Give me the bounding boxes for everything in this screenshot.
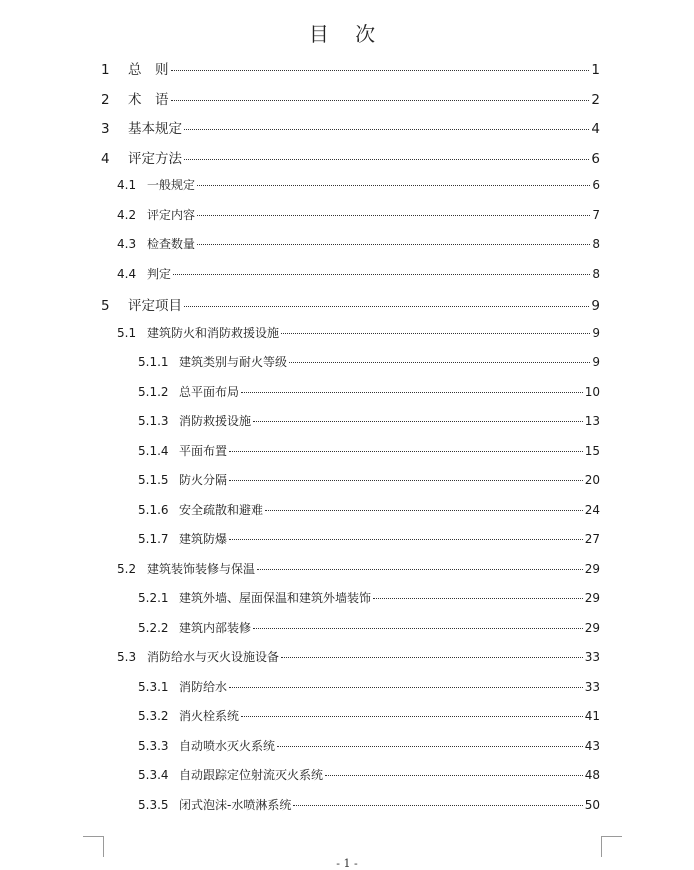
toc-entry[interactable]: [138, 678, 600, 695]
toc-dot-leader: [241, 392, 583, 393]
toc-entry-label: 消防救援设施: [179, 414, 252, 428]
toc-entry-page: 33: [584, 680, 600, 694]
toc-entry-page: 8: [592, 267, 600, 281]
toc-entry[interactable]: [138, 530, 600, 547]
toc-dot-leader: [281, 333, 590, 334]
toc-entry[interactable]: [101, 147, 600, 167]
toc-dot-leader: [229, 539, 583, 540]
toc-dot-leader: [289, 362, 590, 363]
toc-entry[interactable]: [117, 235, 600, 252]
toc-entry-label: 总 则: [128, 62, 169, 78]
toc-entry-page: 10: [584, 385, 600, 399]
toc-entry-page: 41: [584, 709, 600, 723]
toc-entry-number: 5.1.7: [138, 532, 169, 546]
toc-dot-leader: [253, 421, 583, 422]
toc-entry-label: 建筑装饰装修与保温: [147, 562, 256, 576]
toc-dot-leader: [229, 480, 583, 481]
toc-entry-page: 2: [591, 92, 600, 108]
toc-entry[interactable]: [138, 737, 600, 754]
toc-entry[interactable]: [101, 294, 600, 314]
toc-entry-label: 评定项目: [128, 298, 182, 314]
toc-entry[interactable]: [138, 471, 600, 488]
toc-entry-number: 5.3.5: [138, 798, 169, 812]
toc-entry-page: 24: [584, 503, 600, 517]
toc-entry-number: 3: [101, 121, 110, 137]
toc-dot-leader: [241, 716, 583, 717]
toc-entry-label: 建筑防爆: [179, 532, 228, 546]
toc-entry[interactable]: [138, 766, 600, 783]
toc-entry-number: 1: [101, 62, 110, 78]
toc-entry-label: 一般规定: [147, 178, 196, 192]
toc-dot-leader: [184, 129, 589, 130]
toc-dot-leader: [281, 657, 583, 658]
toc-entry-label: 术 语: [128, 92, 169, 108]
toc-entry-page: 50: [584, 798, 600, 812]
toc-dot-leader: [197, 244, 590, 245]
toc-dot-leader: [197, 215, 590, 216]
toc-entry[interactable]: [101, 58, 600, 78]
toc-entry-page: 29: [584, 562, 600, 576]
toc-entry-label: 防火分隔: [179, 473, 228, 487]
toc-entry[interactable]: [138, 619, 600, 636]
toc-entry[interactable]: [101, 117, 600, 137]
toc-entry-page: 13: [584, 414, 600, 428]
crop-mark-right: [601, 836, 622, 857]
toc-entry-page: 6: [591, 151, 600, 167]
toc-entry-page: 48: [584, 768, 600, 782]
toc-dot-leader: [277, 746, 583, 747]
toc-entry-page: 9: [592, 355, 600, 369]
toc-entry-number: 5.3: [117, 650, 137, 664]
toc-entry-label: 自动喷水灭火系统: [179, 739, 276, 753]
toc-entry-page: 1: [591, 62, 600, 78]
toc-entry-label: 建筑内部装修: [179, 621, 252, 635]
toc-entry-label: 基本规定: [128, 121, 182, 137]
toc-entry-page: 20: [584, 473, 600, 487]
toc-entry-label: 评定内容: [147, 208, 196, 222]
toc-entry-number: 5.1.4: [138, 444, 169, 458]
toc-entry[interactable]: [117, 324, 600, 341]
toc-entry[interactable]: [138, 442, 600, 459]
toc-entry[interactable]: [138, 707, 600, 724]
toc-entry-page: 29: [584, 591, 600, 605]
toc-entry-label: 建筑类别与耐火等级: [179, 355, 288, 369]
toc-entry[interactable]: [117, 176, 600, 193]
toc-entry[interactable]: [101, 88, 600, 108]
toc-dot-leader: [257, 569, 583, 570]
toc-entry-number: 4: [101, 151, 110, 167]
toc-dot-leader: [173, 274, 590, 275]
toc-entry-number: 5.3.4: [138, 768, 169, 782]
toc-entry-page: 4: [591, 121, 600, 137]
toc-entry[interactable]: [138, 353, 600, 370]
toc-entry-number: 4.2: [117, 208, 137, 222]
toc-entry-page: 15: [584, 444, 600, 458]
toc-entry-label: 自动跟踪定位射流灭火系统: [179, 768, 324, 782]
toc-dot-leader: [373, 598, 583, 599]
toc-entry-label: 判定: [147, 267, 172, 281]
toc-entry-label: 平面布置: [179, 444, 228, 458]
toc-entry-number: 4.3: [117, 237, 137, 251]
toc-entry-page: 27: [584, 532, 600, 546]
toc-entry-number: 5.1.5: [138, 473, 169, 487]
toc-dot-leader: [253, 628, 583, 629]
toc-entry-label: 检查数量: [147, 237, 196, 251]
toc-title: 目 次: [308, 22, 386, 46]
toc-entry-number: 5: [101, 298, 110, 314]
toc-entry-label: 消火栓系统: [179, 709, 240, 723]
toc-entry-label: 安全疏散和避难: [179, 503, 264, 517]
toc-dot-leader: [229, 687, 583, 688]
toc-dot-leader: [293, 805, 582, 806]
toc-entry-number: 5.1: [117, 326, 137, 340]
toc-dot-leader: [184, 159, 589, 160]
toc-entry-label: 总平面布局: [179, 385, 240, 399]
toc-entry-number: 5.1.1: [138, 355, 169, 369]
toc-entry-number: 5.3.1: [138, 680, 169, 694]
toc-entry-number: 4.1: [117, 178, 137, 192]
toc-entry-number: 4.4: [117, 267, 137, 281]
toc-entry[interactable]: [138, 501, 600, 518]
toc-entry-number: 5.1.2: [138, 385, 169, 399]
toc-dot-leader: [197, 185, 590, 186]
toc-entry[interactable]: [138, 412, 600, 429]
toc-entry-page: 9: [592, 326, 600, 340]
toc-entry-number: 2: [101, 92, 110, 108]
toc-entry-number: 5.3.2: [138, 709, 169, 723]
toc-entry-label: 消防给水与灭火设施设备: [147, 650, 280, 664]
toc-dot-leader: [171, 70, 590, 71]
toc-entry-page: 43: [584, 739, 600, 753]
toc-entry-number: 5.2: [117, 562, 137, 576]
toc-entry[interactable]: [117, 648, 600, 665]
toc-dot-leader: [229, 451, 583, 452]
toc-entry-number: 5.2.2: [138, 621, 169, 635]
toc-dot-leader: [265, 510, 583, 511]
toc-entry-label: 建筑外墙、屋面保温和建筑外墙装饰: [179, 591, 372, 605]
crop-mark-left: [83, 836, 104, 857]
toc-entry-number: 5.1.6: [138, 503, 169, 517]
toc-entry-number: 5.3.3: [138, 739, 169, 753]
toc-entry-number: 5.1.3: [138, 414, 169, 428]
toc-entry-page: 9: [591, 298, 600, 314]
toc-entry[interactable]: [138, 589, 600, 606]
toc-entry-number: 5.2.1: [138, 591, 169, 605]
toc-dot-leader: [171, 100, 590, 101]
toc-entry[interactable]: [138, 796, 600, 813]
toc-entry[interactable]: [117, 206, 600, 223]
page-number: - 1 -: [336, 857, 358, 870]
toc-entry-page: 8: [592, 237, 600, 251]
toc-entry-page: 7: [592, 208, 600, 222]
toc-entry[interactable]: [117, 560, 600, 577]
toc-entry[interactable]: [138, 383, 600, 400]
toc-entry-page: 6: [592, 178, 600, 192]
toc-entry-page: 33: [584, 650, 600, 664]
toc-entry-label: 评定方法: [128, 151, 182, 167]
toc-entry-label: 建筑防火和消防救援设施: [147, 326, 280, 340]
toc-dot-leader: [184, 306, 589, 307]
toc-entry-label: 闭式泡沫-水喷淋系统: [179, 798, 292, 812]
toc-dot-leader: [325, 775, 583, 776]
toc-entry[interactable]: [117, 265, 600, 282]
toc-entry-page: 29: [584, 621, 600, 635]
toc-entry-label: 消防给水: [179, 680, 228, 694]
